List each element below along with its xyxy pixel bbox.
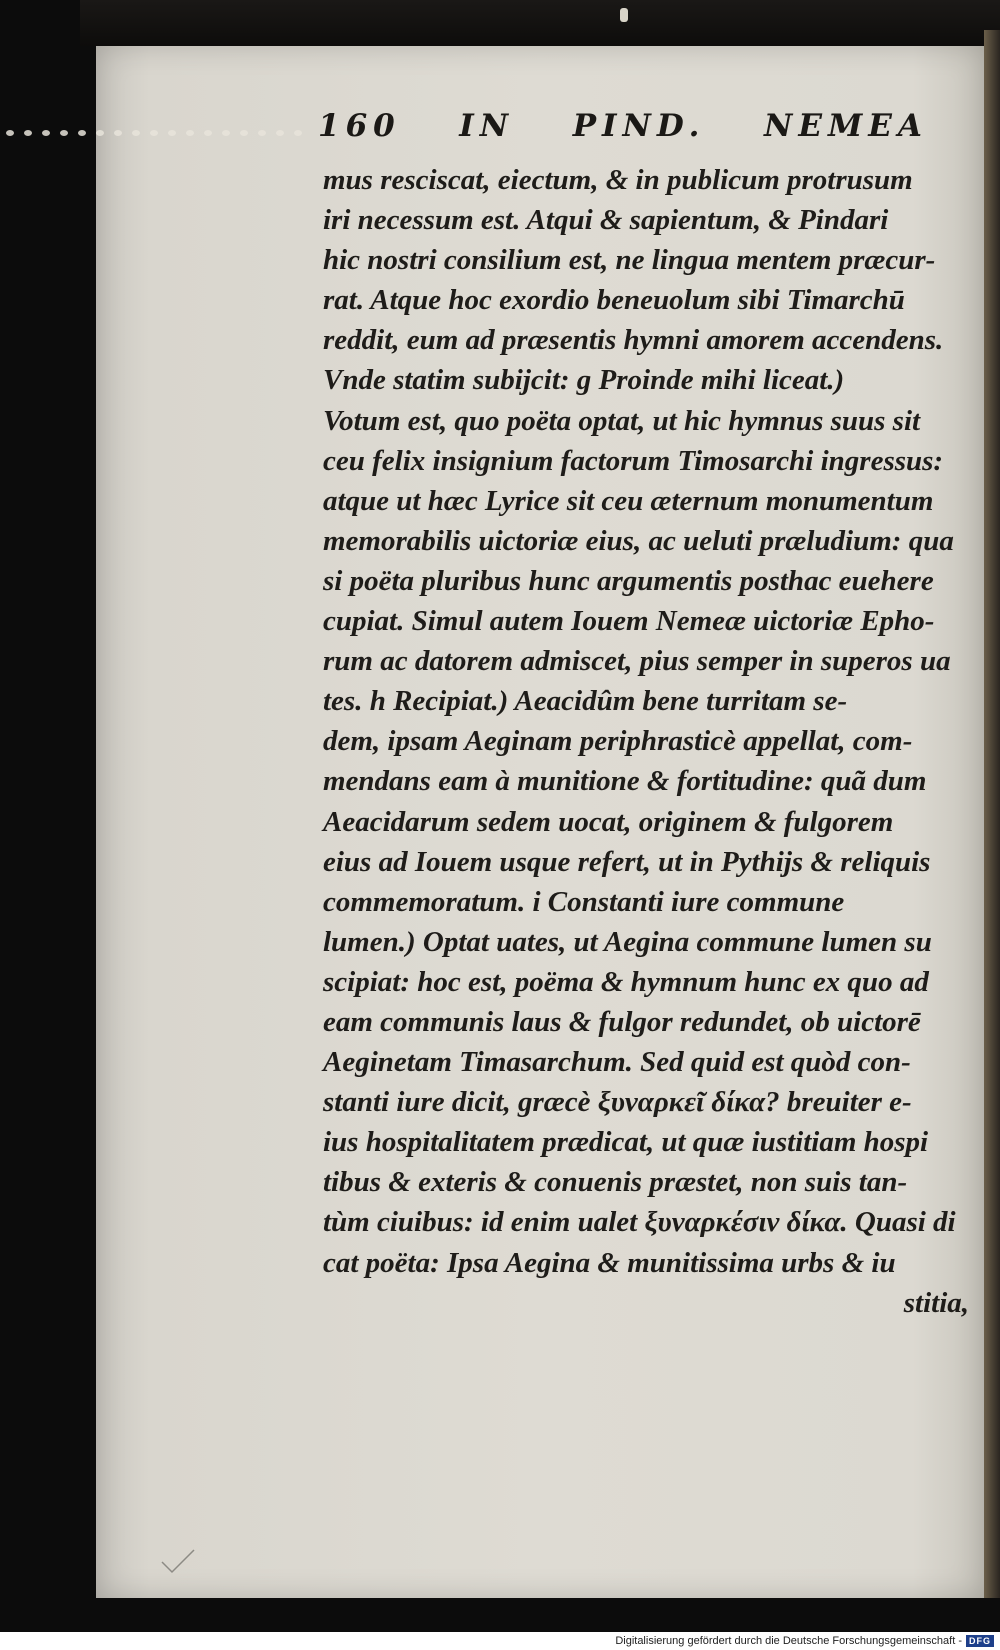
scan-bottom-edge — [0, 1598, 1000, 1632]
dfg-logo: DFG — [966, 1635, 994, 1647]
running-head-middle: PIND. — [572, 108, 706, 144]
dotted-guide-line — [0, 130, 318, 140]
running-head-left: IN — [459, 108, 515, 144]
text-line: eam communis laus & fulgor redundet, ob uictorē — [323, 1005, 921, 1038]
text-line: rat. Atque hoc exordio beneuolum sibi Timarchū — [323, 284, 905, 317]
text-line: cupiat. Simul autem Iouem Nemeæ uictoriæ Epho- — [323, 605, 935, 638]
text-line: ceu felix insignium factorum Timosarchi ingressus: — [323, 444, 944, 477]
text-line: lumen.) Optat uates, ut Aegina commune lumen su — [323, 925, 932, 958]
text-line: dem, ipsam Aeginam periphrasticè appellat, com- — [323, 725, 913, 758]
text-line: scipiat: hoc est, poëma & hymnum hunc ex quo ad — [323, 965, 929, 998]
text-line: si poëta pluribus hunc argumentis posthac euehere — [323, 564, 934, 597]
text-line: cat poëta: Ipsa Aegina & munitissima urbs & iu — [323, 1246, 896, 1279]
pencil-check-mark-icon — [160, 1548, 196, 1576]
funding-note: Digitalisierung gefördert durch die Deutsche Forschungsgemeinschaft - — [615, 1635, 962, 1647]
text-line: tibus & exteris & conuenis præstet, non suis tan- — [323, 1166, 908, 1199]
digitization-footer — [0, 1632, 1000, 1650]
commentary-text — [323, 160, 973, 1323]
text-line: commemoratum. i Constanti iure commune — [323, 885, 845, 918]
text-line: tes. h Recipiat.) Aeacidûm bene turritam se- — [323, 685, 848, 718]
text-line: ius hospitalitatem prædicat, ut quæ iustitiam hospi — [323, 1126, 929, 1159]
text-line: memorabilis uictoriæ eius, ac ueluti præludium: qua — [323, 524, 954, 557]
running-head — [318, 108, 928, 152]
text-line: reddit, eum ad præsentis hymni amorem accendens. — [323, 324, 944, 357]
text-line: iri necessum est. Atqui & sapientum, & Pindari — [323, 204, 889, 237]
page-number: 160 — [318, 108, 401, 144]
text-line: eius ad Iouem usque refert, ut in Pythijs & reliquis — [323, 845, 931, 878]
page-fore-edge — [984, 30, 1000, 1610]
binding-top-edge — [80, 0, 1000, 46]
text-line: rum ac datorem admiscet, pius semper in superos ua — [323, 645, 951, 678]
text-line: atque ut hæc Lyrice sit ceu æternum monumentum — [323, 484, 934, 517]
text-line: tùm ciuibus: id enim ualet ξυναρκέσιν δίκα. Quasi di — [323, 1206, 956, 1239]
text-line: mendans eam à munitione & fortitudine: quã dum — [323, 765, 927, 798]
text-line: Vnde statim subijcit: g Proinde mihi liceat.) — [323, 364, 845, 397]
catchword: stitia, — [903, 1286, 969, 1319]
binding-notch — [620, 8, 628, 22]
text-line: Aeacidarum sedem uocat, originem & fulgorem — [323, 805, 894, 838]
text-line: Aeginetam Timasarchum. Sed quid est quòd con- — [323, 1046, 911, 1079]
text-line: Votum est, quo poëta optat, ut hic hymnus suus sit — [323, 404, 921, 437]
text-line: stanti iure dicit, græcè ξυναρκεῖ δίκα? breuiter e- — [323, 1086, 912, 1119]
text-line: mus resciscat, eiectum, & in publicum protrusum — [323, 164, 913, 196]
running-head-right: NEMEA — [764, 108, 928, 144]
text-line: hic nostri consilium est, ne lingua mentem præcur- — [323, 244, 936, 277]
